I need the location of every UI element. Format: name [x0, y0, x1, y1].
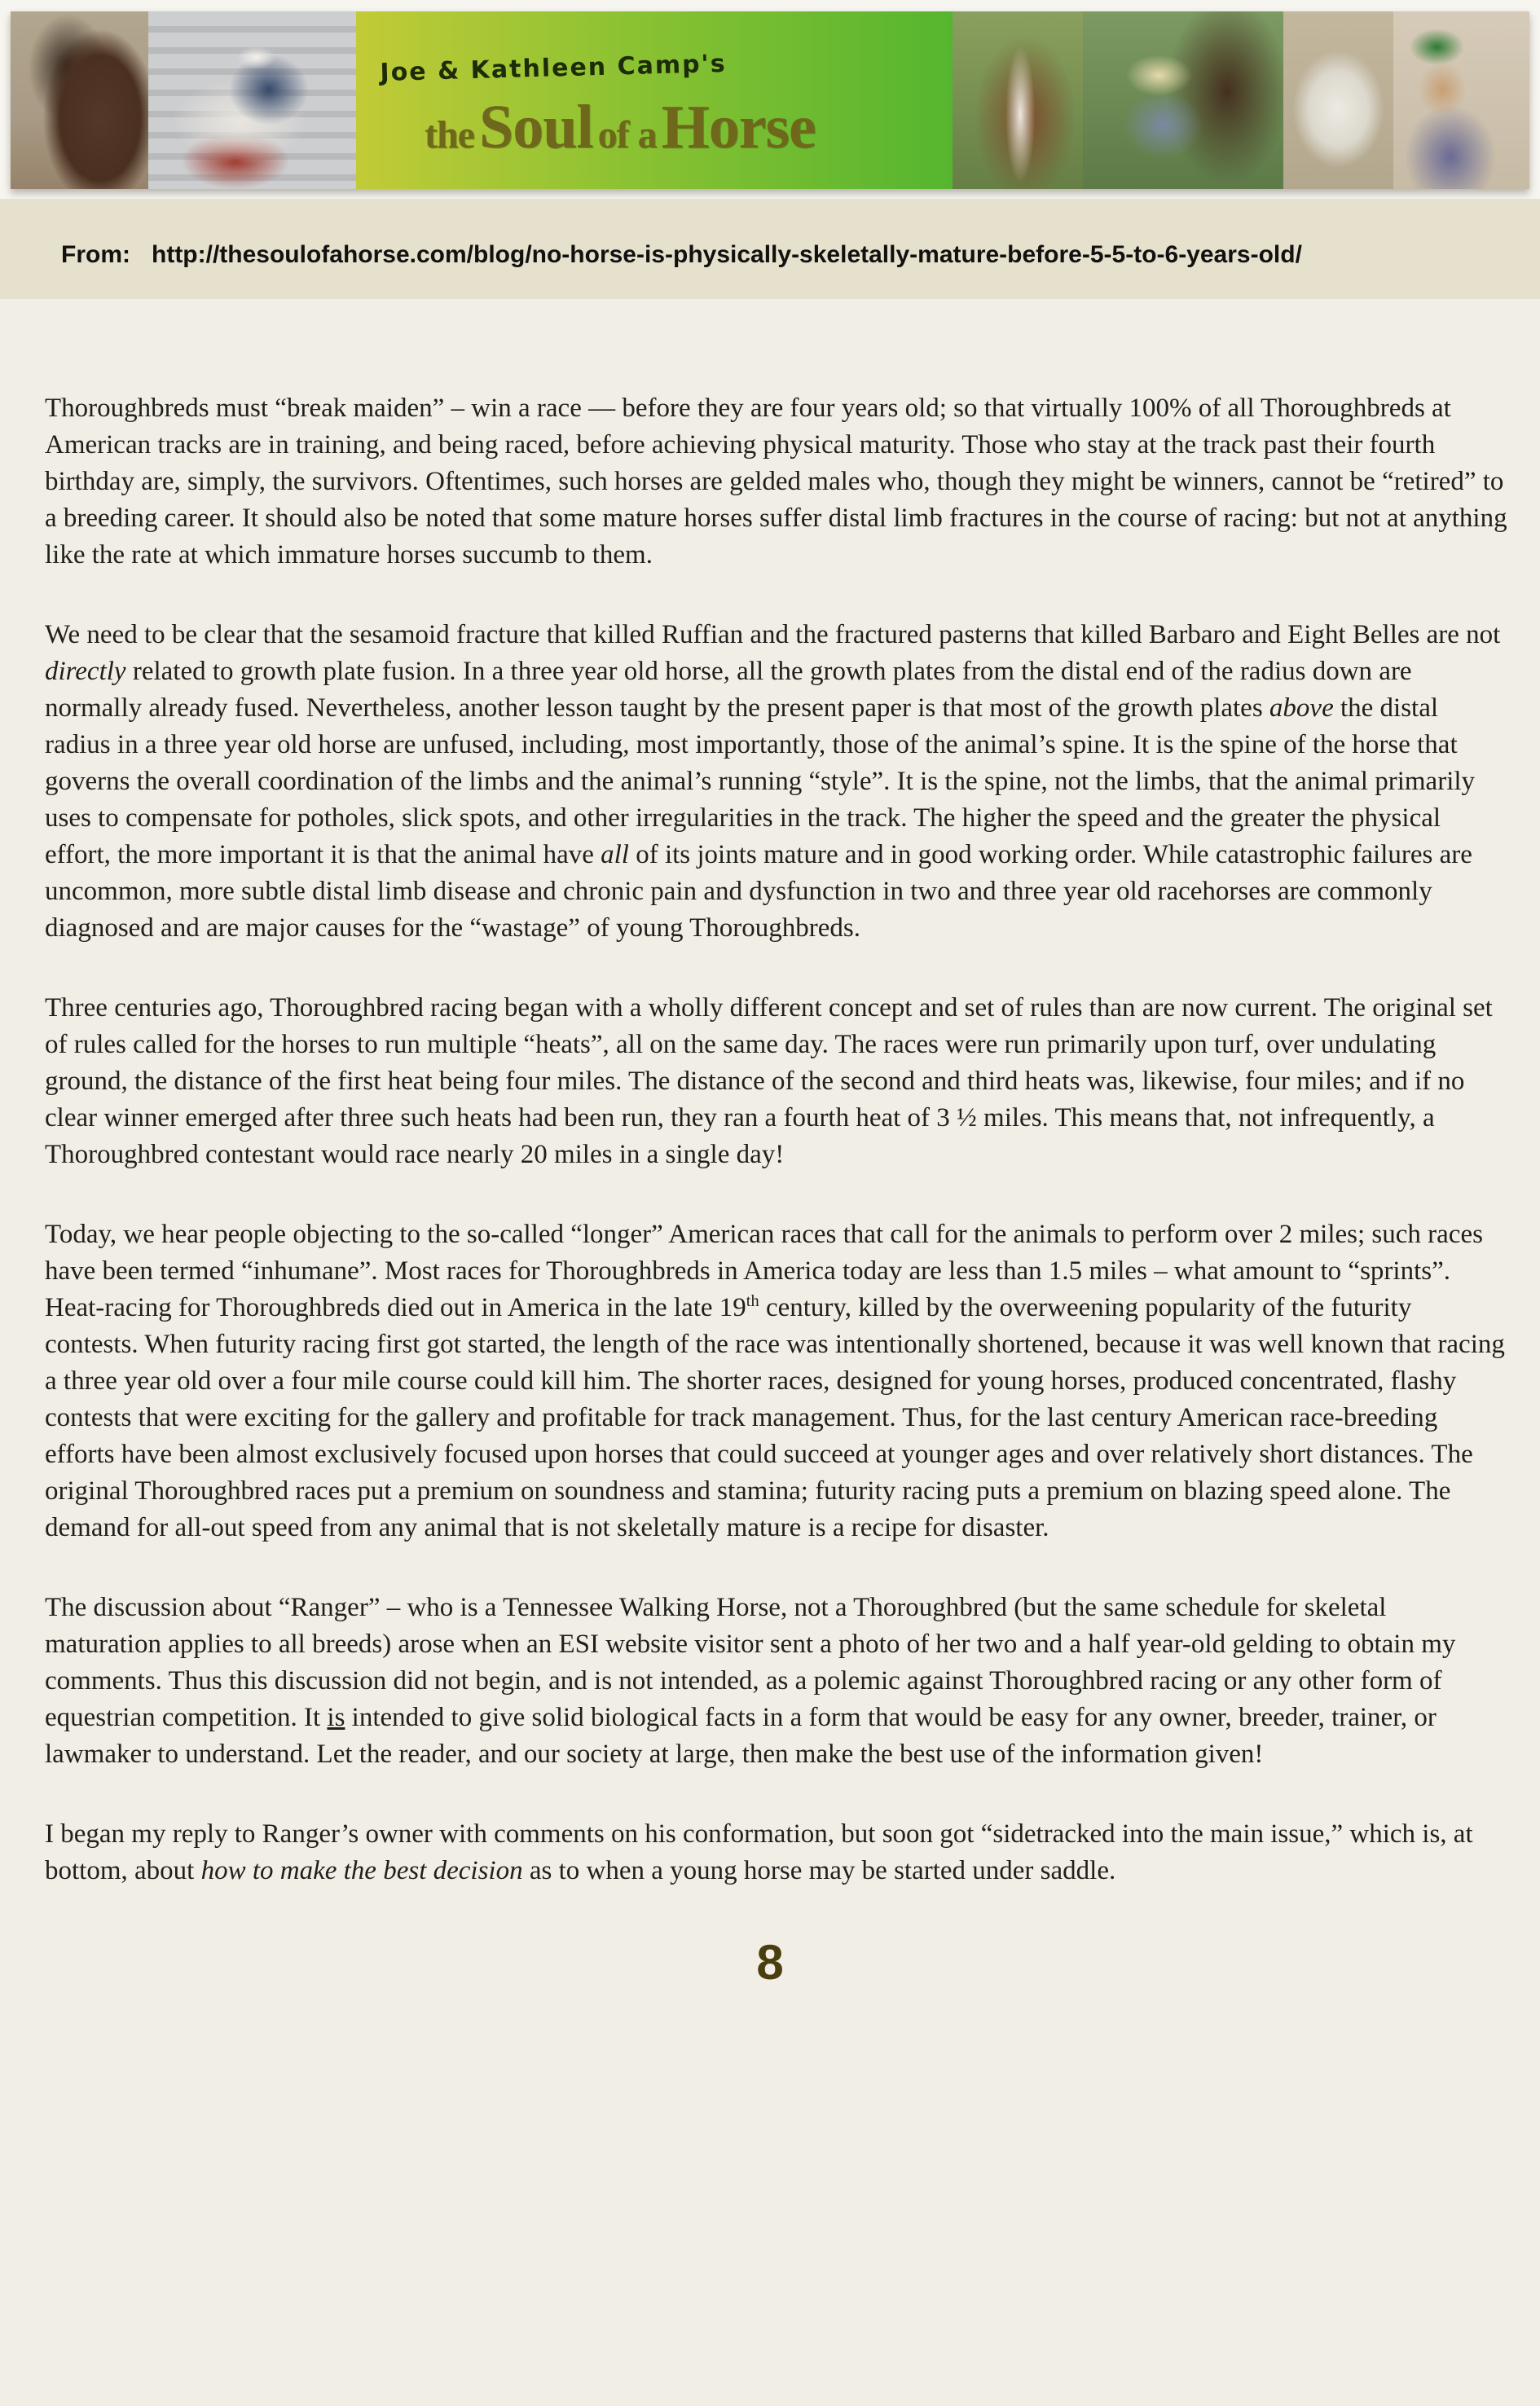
- paragraph: [45, 1590, 1507, 1773]
- text-run: directly: [45, 657, 126, 686]
- text-run: We need to be clear that the sesamoid fracture that killed Ruffian and the fractured pasterns that killed Barbaro and Eight Belles are not: [45, 620, 1501, 649]
- text-run: as to when a young horse may be started under saddle.: [522, 1856, 1116, 1885]
- page-number: 8: [756, 1935, 784, 1990]
- header-banner: [11, 11, 1529, 189]
- banner-photo-man-with-reclining-white-horse: [148, 11, 356, 189]
- banner-area: [0, 0, 1540, 199]
- text-run: Today, we hear people objecting to the so-called “longer” American races that call for the animals to perform over 2 miles; such races have been termed “inhumane”. Most races for Thoroughbreds in America today are less than 1.5 miles – what amount to “sprints”. Heat-racing for Thoroughbreds died out in America in the late 19: [45, 1220, 1483, 1322]
- text-run: intended to give solid biological facts in a form that would be easy for any owner, breeder, trainer, or lawmaker to understand. Let the reader, and our society at large, then make the best use of the information given!: [45, 1703, 1437, 1769]
- banner-photo-man-in-green-cap: [1393, 11, 1529, 189]
- text-run: all: [601, 840, 629, 869]
- banner-photo-paint-horse-head: [953, 11, 1083, 189]
- paragraph: [45, 390, 1507, 574]
- paragraph: [45, 617, 1507, 947]
- source-bar: [0, 199, 1540, 299]
- text-run: I began my reply to Ranger’s owner with comments on his conformation, but soon got “sidetracked into the main issue,” which is, at bottom, about: [45, 1819, 1473, 1885]
- paragraph: [45, 1216, 1507, 1546]
- text-run: century, killed by the overweening popularity of the futurity contests. When futurity racing first got started, the length of the race was intentionally shortened, because it was well known that racing a three year old over a four mile course could kill him. The shorter races, designed for young horses, produced concentrated, flashy contests that were exciting for the gallery and profitable for track management. Thus, for the last century American race-breeding efforts have been almost exclusively focused upon horses that could succeed at younger ages and over relatively short distances. The original Thoroughbred races put a premium on soundness and stamina; futurity racing puts a premium on blazing speed alone. The demand for all-out speed from any animal that is not skeletally mature is a recipe for disaster.: [45, 1293, 1505, 1542]
- banner-title: [381, 92, 953, 163]
- banner-title-horse: Horse: [661, 93, 816, 161]
- banner-byline: Joe & Kathleen Camp's: [380, 49, 728, 87]
- banner-title-soul: Soul: [478, 93, 593, 161]
- banner-title-panel: [356, 11, 953, 189]
- article-body: [0, 299, 1540, 1889]
- source-label: From:: [61, 240, 130, 268]
- banner-title-of-a: of a: [597, 113, 657, 156]
- banner-photo-bay-horse-head: [11, 11, 148, 189]
- text-run: th: [746, 1292, 759, 1310]
- banner-title-the: the: [425, 113, 474, 156]
- text-run: how to make the best decision: [200, 1856, 523, 1885]
- text-run: is: [327, 1703, 345, 1732]
- text-run: Thoroughbreds must “break maiden” – win a race — before they are four years old; so that virtually 100% of all Thoroughbreds at American tracks are in training, and being raced, before achieving physical maturity. Those who stay at the track past their fourth birthday are, simply, the survivors. Oftentimes, such horses are gelded males who, though they might be winners, cannot be “retired” to a breeding career. It should also be noted that some mature horses suffer distal limb fractures in the course of racing: but not at anything like the rate at which immature horses succumb to them.: [45, 394, 1507, 570]
- text-run: of its joints mature and in good working order. While catastrophic failures are uncommon, more subtle distal limb disease and chronic pain and dysfunction in two and three year old racehorses are commonly diagnosed and are major causes for the “wastage” of young Thoroughbreds.: [45, 840, 1472, 943]
- text-run: above: [1269, 693, 1334, 723]
- paragraph: [45, 1816, 1507, 1889]
- source-url: http://thesoulofahorse.com/blog/no-horse-is-physically-skeletally-mature-before-5-5-to-6-years-old/: [152, 240, 1302, 268]
- banner-photo-cowboy-petting-brown-horse: [1083, 11, 1283, 189]
- text-run: The discussion about “Ranger” – who is a Tennessee Walking Horse, not a Thoroughbred (but the same schedule for skeletal maturation applies to all breeds) arose when an ESI website visitor sent a photo of her two and a half year-old gelding to obtain my comments. Thus this discussion did not begin, and is not intended, as a polemic against Thoroughbred racing or any other form of equestrian competition. It: [45, 1593, 1456, 1732]
- paragraph: [45, 990, 1507, 1173]
- text-run: related to growth plate fusion. In a three year old horse, all the growth plates from the distal end of the radius down are normally already fused. Nevertheless, another lesson taught by the present paper is that most of the growth plates: [45, 657, 1412, 723]
- text-run: the distal radius in a three year old horse are unfused, including, most importantly, those of the animal’s spine. It is the spine of the horse that governs the overall coordination of the limbs and the animal’s running “style”. It is the spine, not the limbs, that the animal primarily uses to compensate for potholes, slick spots, and other irregularities in the track. The higher the speed and the greater the physical effort, the more important it is that the animal have: [45, 693, 1476, 869]
- text-run: Three centuries ago, Thoroughbred racing began with a wholly different concept and set of rules than are now current. The original set of rules called for the horses to run multiple “heats”, all on the same day. The races were run primarily upon turf, over undulating ground, the distance of the first heat being four miles. The distance of the second and third heats was, likewise, four miles; and if no clear winner emerged after three such heats had been run, they ran a fourth heat of 3 ½ miles. This means that, not infrequently, a Thoroughbred contestant would race nearly 20 miles in a single day!: [45, 993, 1493, 1169]
- banner-photo-white-horse: [1283, 11, 1393, 189]
